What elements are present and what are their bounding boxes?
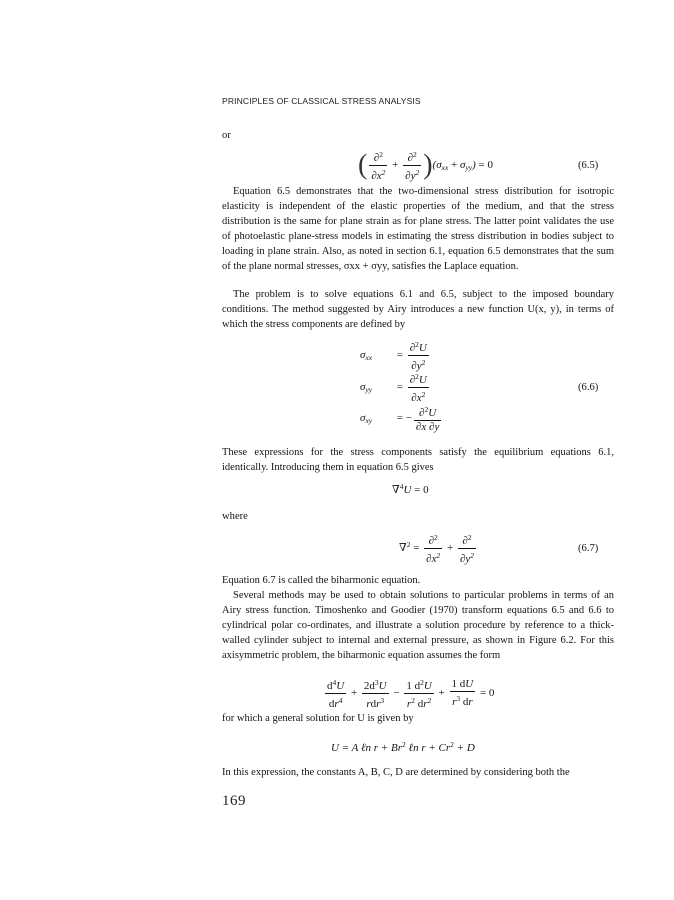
- paragraph-text: for which a general solution for U is given by: [222, 713, 414, 724]
- equation-number-6-6: (6.6): [578, 382, 599, 393]
- running-head: PRINCIPLES OF CLASSICAL STRESS ANALYSIS: [222, 96, 421, 106]
- paragraph-equation-6-5-discussion: [222, 185, 614, 274]
- equation-general-solution: U = A ℓn $r + Br^2$ ℓn $r + Cr^2 + D$: [331, 740, 475, 754]
- paragraph-text: These expressions for the stress components satisfy the equilibrium equations 6.1, identically. Introducing them in equation 6.5 gives: [222, 447, 614, 473]
- paragraph-text: In this expression, the constants A, B, C, D are determined by considering both the: [222, 767, 570, 778]
- paragraph-airy-method: [222, 288, 614, 333]
- equation-number-6-7: (6.7): [578, 543, 599, 554]
- equation-6-7: ∇$^2$ = $\frac{\partial^2}{\partial x^2}$ + $\frac{\partial^2}{\partial y^2}$: [399, 533, 475, 565]
- equation-number-6-5: (6.5): [578, 160, 599, 171]
- equation-sigma-xx: $\sigma_{xx}$ = $\frac{\partial^2U}{\partial y^2}$: [360, 340, 427, 372]
- paragraph-general-solution: [222, 712, 614, 727]
- paragraph-constants: [222, 766, 614, 781]
- paragraph-text: The problem is to solve equations 6.1 and 6.5, subject to the imposed boundary conditions. The method suggested by Airy introduces a new function U(x, y), in terms of which the stress components are defined by: [222, 289, 614, 330]
- page-number: 169: [222, 793, 246, 809]
- paragraph-equilibrium: [222, 446, 614, 476]
- paragraph-text: Several methods may be used to obtain solutions to particular problems in terms of an Airy stress function. Timoshenko and Goodier (1970) transform equations 6.5 and 6.6 to cylindrical polar co-ordinates, and illustrate a solution procedure by reference to a thick-walled cylinder subject to internal and external pressure, as shown in Figure 6.2. For this axisymmetric problem, the biharmonic equation assumes the form: [222, 590, 614, 661]
- equation-sigma-yy: $\sigma_{yy}$ = $\frac{\partial^2U}{\partial x^2}$: [360, 372, 427, 404]
- or-word: or: [222, 130, 231, 141]
- equation-sigma-xy: $\sigma_{xy}$ = − $\frac{\partial^2U}{\partial x \partial y}$: [360, 405, 440, 433]
- paragraph-airy-solutions: [222, 589, 614, 664]
- equation-biharmonic: ∇$^4$U = 0: [392, 482, 429, 496]
- where-word: where: [222, 511, 248, 522]
- paragraph-text: Equation 6.7 is called the biharmonic equation.: [222, 575, 421, 586]
- paragraph-biharmonic-name: [222, 574, 614, 589]
- equation-6-5: ( $\frac{\partial^2}{\partial x^2}$ + $\frac{\partial^2}{\partial y^2}$ )$(\sigma_{xx} + \sigma_{yy}) = 0$: [358, 149, 494, 182]
- paragraph-text: Equation 6.5 demonstrates that the two-dimensional stress distribution for isotropic elasticity is independent of the elastic properties of the medium, and that the stress distribution is the same for plane strain as for plane stress. The latter point validates the use of photoelastic plane-stress models in estimating the stress distribution in bodies subject to loading in plane strain. Also, as noted in section 6.1, equation 6.5 demonstrates that the sum of the plane normal stresses, σxx + σyy, satisfies the Laplace equation.: [222, 186, 614, 272]
- equation-axisymmetric-biharmonic: $\frac{d^4U}{dr^4}$ + $\frac{2d^3U}{rdr^3}$ − $\frac{1 d^2U}{r^2 dr^2}$ + $\frac{1 dU}{r^3 dr}$ = 0: [327, 678, 495, 710]
